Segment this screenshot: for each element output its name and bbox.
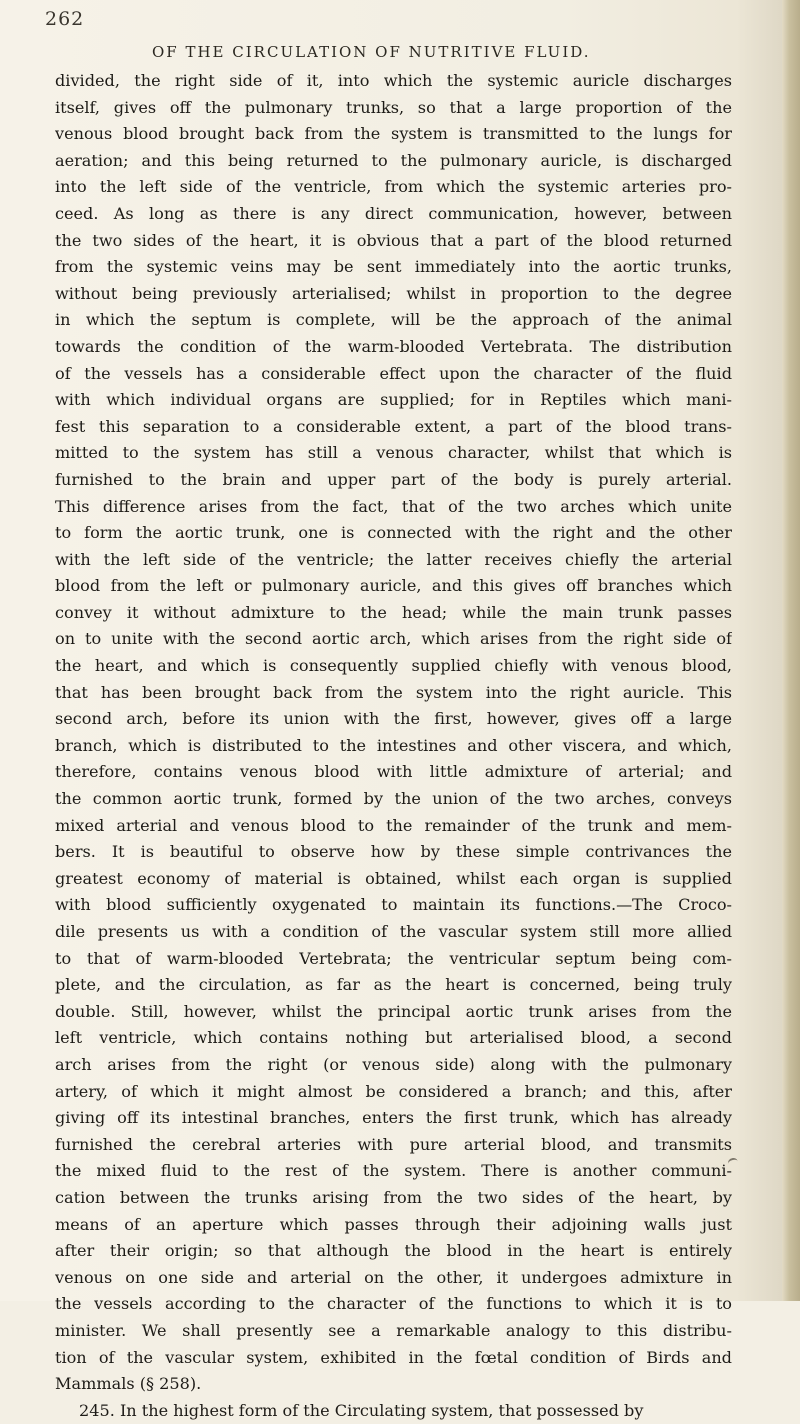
- text-line: aeration; and this being returned to the pulmonary auricle, is discharged: [55, 150, 732, 170]
- text-line: with the left side of the ventricle; the latter receives chiefly the arterial: [55, 549, 732, 569]
- text-line: from the systemic veins may be sent immediately into the aortic trunks,: [55, 257, 732, 277]
- text-line: left ventricle, which contains nothing but arterialised blood, a second: [55, 1028, 732, 1048]
- text-line: dile presents us with a condition of the vascular system still more allied: [55, 922, 732, 941]
- text-line: to form the aortic trunk, one is connected with the right and the other: [55, 523, 732, 543]
- text-line: plete, and the circulation, as far as the heart is concerned, being truly: [55, 975, 732, 995]
- text-line: ceed. As long as there is any direct communication, however, between: [55, 203, 732, 223]
- text-line: greatest economy of material is obtained, whilst each organ is supplied: [55, 868, 732, 888]
- running-title: OF THE CIRCULATION OF NUTRITIVE FLUID.: [152, 43, 591, 61]
- text-line: without being previously arterialised; whilst in proportion to the degree: [55, 283, 732, 303]
- text-line: the mixed fluid to the rest of the system. There is another communi-: [55, 1161, 732, 1181]
- text-line: after their origin; so that although the blood in the heart is entirely: [55, 1241, 732, 1261]
- text-line: tion of the vascular system, exhibited in the fœtal condition of Birds and: [55, 1347, 732, 1367]
- text-line: artery, of which it might almost be considered a branch; and this, after: [55, 1081, 732, 1101]
- text-line: the common aortic trunk, formed by the union of the two arches, conveys: [55, 789, 732, 809]
- text-line: arch arises from the right (or venous side) along with the pulmonary: [55, 1054, 732, 1074]
- text-line: venous blood brought back from the system is transmitted to the lungs for: [55, 124, 732, 144]
- text-line: divided, the right side of it, into which the systemic auricle discharges: [55, 71, 732, 90]
- text-line: double. Still, however, whilst the principal aortic trunk arises from the: [55, 1001, 732, 1021]
- text-line: mixed arterial and venous blood to the remainder of the trunk and mem-: [55, 815, 732, 835]
- page-edge: [782, 0, 800, 1301]
- text-line: of the vessels has a considerable effect upon the character of the fluid: [55, 363, 732, 383]
- text-line: the vessels according to the character of the functions to which it is to: [55, 1294, 732, 1314]
- text-line: itself, gives off the pulmonary trunks, so that a large proportion of the: [55, 97, 732, 117]
- text-line: 245. In the highest form of the Circulating system, that possessed by: [79, 1400, 644, 1420]
- text-line: giving off its intestinal branches, enters the first trunk, which has already: [55, 1108, 732, 1128]
- page-number: 262: [45, 8, 85, 30]
- text-line: therefore, contains venous blood with little admixture of arterial; and: [55, 762, 732, 782]
- text-line: furnished to the brain and upper part of the body is purely arterial.: [55, 469, 732, 489]
- text-line: bers. It is beautiful to observe how by these simple contrivances the: [55, 842, 732, 862]
- text-line: Mammals (§ 258).: [55, 1374, 202, 1394]
- text-line: to that of warm-blooded Vertebrata; the ventricular septum being com-: [55, 948, 732, 968]
- text-line: This difference arises from the fact, that of the two arches which unite: [55, 496, 732, 516]
- text-line: with blood sufficiently oxygenated to maintain its functions.—The Croco-: [55, 895, 732, 915]
- text-line: mitted to the system has still a venous character, whilst that which is: [55, 443, 732, 463]
- text-line: venous on one side and arterial on the other, it undergoes admixture in: [55, 1267, 732, 1287]
- text-line: furnished the cerebral arteries with pure arterial blood, and transmits: [55, 1134, 732, 1154]
- text-line: fest this separation to a considerable extent, a part of the blood trans-: [55, 416, 732, 436]
- text-line: minister. We shall presently see a remarkable analogy to this distribu-: [55, 1320, 732, 1340]
- text-line: with which individual organs are supplied; for in Reptiles which mani-: [55, 390, 732, 410]
- text-line: means of an aperture which passes through their adjoining walls just: [55, 1214, 732, 1234]
- text-line: branch, which is distributed to the intestines and other viscera, and which,: [55, 735, 732, 755]
- body-text: [55, 68, 732, 1424]
- text-line: into the left side of the ventricle, from which the systemic arteries pro-: [55, 177, 732, 197]
- text-line: that has been brought back from the system into the right auricle. This: [55, 682, 732, 702]
- text-line: cation between the trunks arising from the two sides of the heart, by: [55, 1187, 732, 1207]
- text-line: the two sides of the heart, it is obvious that a part of the blood returned: [55, 230, 732, 250]
- text-line: on to unite with the second aortic arch, which arises from the right side of: [55, 629, 732, 649]
- text-line: second arch, before its union with the first, however, gives off a large: [55, 709, 732, 729]
- text-line: blood from the left or pulmonary auricle, and this gives off branches which: [55, 576, 732, 596]
- text-line: the heart, and which is consequently supplied chiefly with venous blood,: [55, 656, 732, 676]
- text-line: in which the septum is complete, will be the approach of the animal: [55, 310, 732, 330]
- text-line: towards the condition of the warm-blooded Vertebrata. The distribution: [55, 336, 732, 356]
- text-line: convey it without admixture to the head; while the main trunk passes: [55, 602, 732, 622]
